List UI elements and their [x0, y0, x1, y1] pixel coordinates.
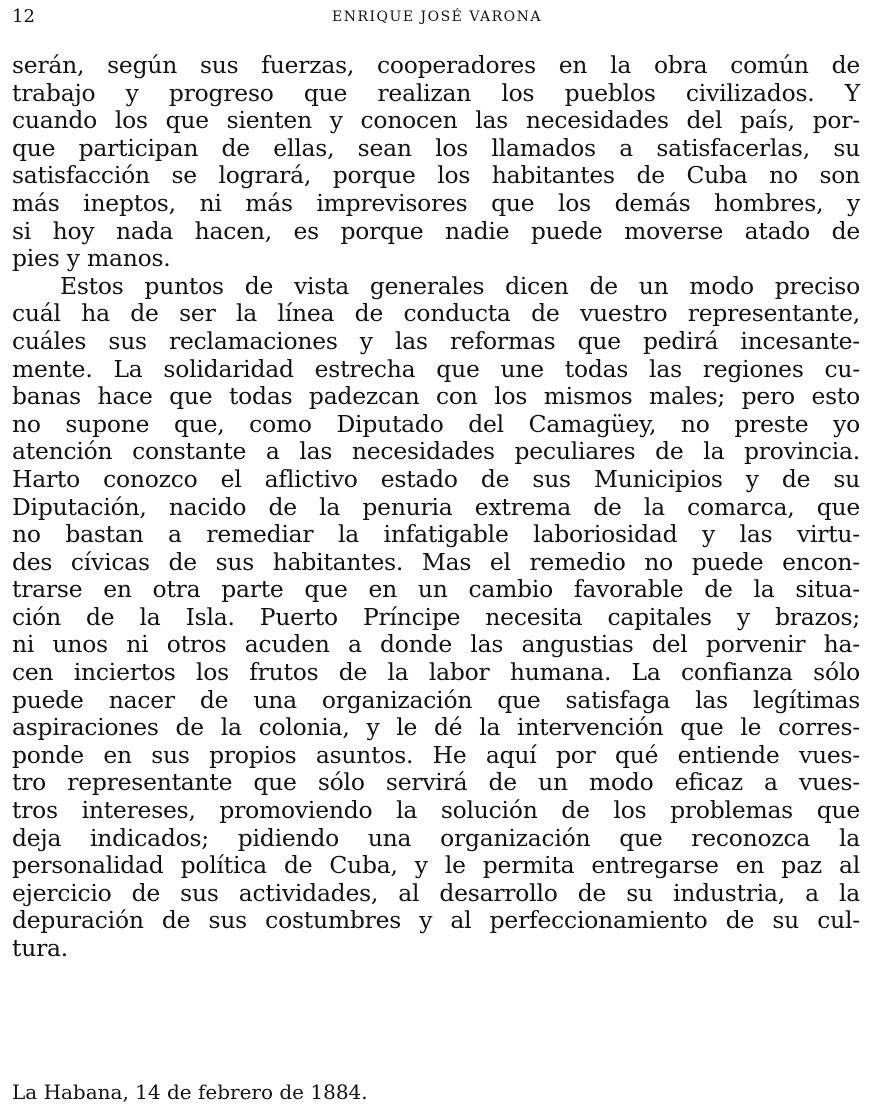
text-line: ni unos ni otros acuden a donde las angustias del porvenir ha- [12, 630, 860, 659]
text-line: Harto conozco el aflictivo estado de sus Municipios y de su [12, 464, 860, 493]
text-line: que participan de ellas, sean los llamados a satisfacerlas, su [12, 133, 860, 162]
text-line: ción de la Isla. Puerto Príncipe necesita capitales y brazos; [12, 602, 860, 631]
text-line: satisfacción se logrará, porque los habitantes de Cuba no son [12, 161, 860, 190]
text-line: cen inciertos los frutos de la labor humana. La confianza sólo [12, 658, 860, 687]
text-line: mente. La solidaridad estrecha que une todas las regiones cu- [12, 354, 860, 383]
place-and-date: La Habana, 14 de febrero de 1884. [12, 1080, 368, 1104]
text-line: no bastan a remediar la infatigable laboriosidad y las virtu- [12, 520, 860, 549]
text-line: cuál ha de ser la línea de conducta de vuestro representante, [12, 299, 860, 328]
text-line: deja indicados; pidiendo una organización que reconozca la [12, 823, 860, 852]
text-line: pies y manos. [12, 244, 171, 273]
text-line: serán, según sus fuerzas, cooperadores en la obra común de [12, 51, 860, 79]
text-line: personalidad política de Cuba, y le permita entregarse en paz al [12, 851, 860, 880]
page-header [12, 6, 862, 36]
text-line: cuando los que sienten y conocen las necesidades del país, por- [12, 106, 860, 135]
text-line: ponde en sus propios asuntos. He aquí por qué entiende vues- [12, 740, 860, 769]
text-line: trabajo y progreso que realizan los pueblos civilizados. Y [12, 78, 860, 107]
text-line: banas hace que todas padezcan con los mismos males; pero esto [12, 382, 860, 411]
text-line: atención constante a las necesidades peculiares de la provincia. [12, 437, 860, 466]
text-line: aspiraciones de la colonia, y le dé la intervención que le corres- [12, 713, 860, 742]
body-text [12, 52, 860, 963]
text-line: ejercicio de sus actividades, al desarrollo de su industria, a la [12, 878, 860, 907]
text-line: tura. [12, 934, 69, 962]
text-line: si hoy nada hacen, es porque nadie puede moverse atado de [12, 216, 860, 245]
text-line: depuración de sus costumbres y al perfeccionamiento de su cul- [12, 906, 860, 935]
text-line: tro representante que sólo servirá de un modo eficaz a vues- [12, 768, 860, 797]
page-number: 12 [12, 6, 35, 27]
text-line: no supone que, como Diputado del Camagüey, no preste yo [12, 409, 860, 438]
text-line: Estos puntos de vista generales dicen de un modo preciso [60, 271, 860, 300]
text-line: trarse en otra parte que en un cambio favorable de la situa- [12, 575, 860, 604]
text-line: más ineptos, ni más imprevisores que los demás hombres, y [12, 188, 860, 217]
text-line: des cívicas de sus habitantes. Mas el remedio no puede encon- [12, 547, 860, 576]
text-line: tros intereses, promoviendo la solución de los problemas que [12, 796, 860, 825]
text-line: Diputación, nacido de la penuria extrema de la comarca, que [12, 492, 860, 521]
running-head: ENRIQUE JOSÉ VARONA [332, 9, 542, 25]
text-line: puede nacer de una organización que satisfaga las legítimas [12, 685, 860, 714]
text-line: cuáles sus reclamaciones y las reformas que pedirá incesante- [12, 326, 860, 355]
